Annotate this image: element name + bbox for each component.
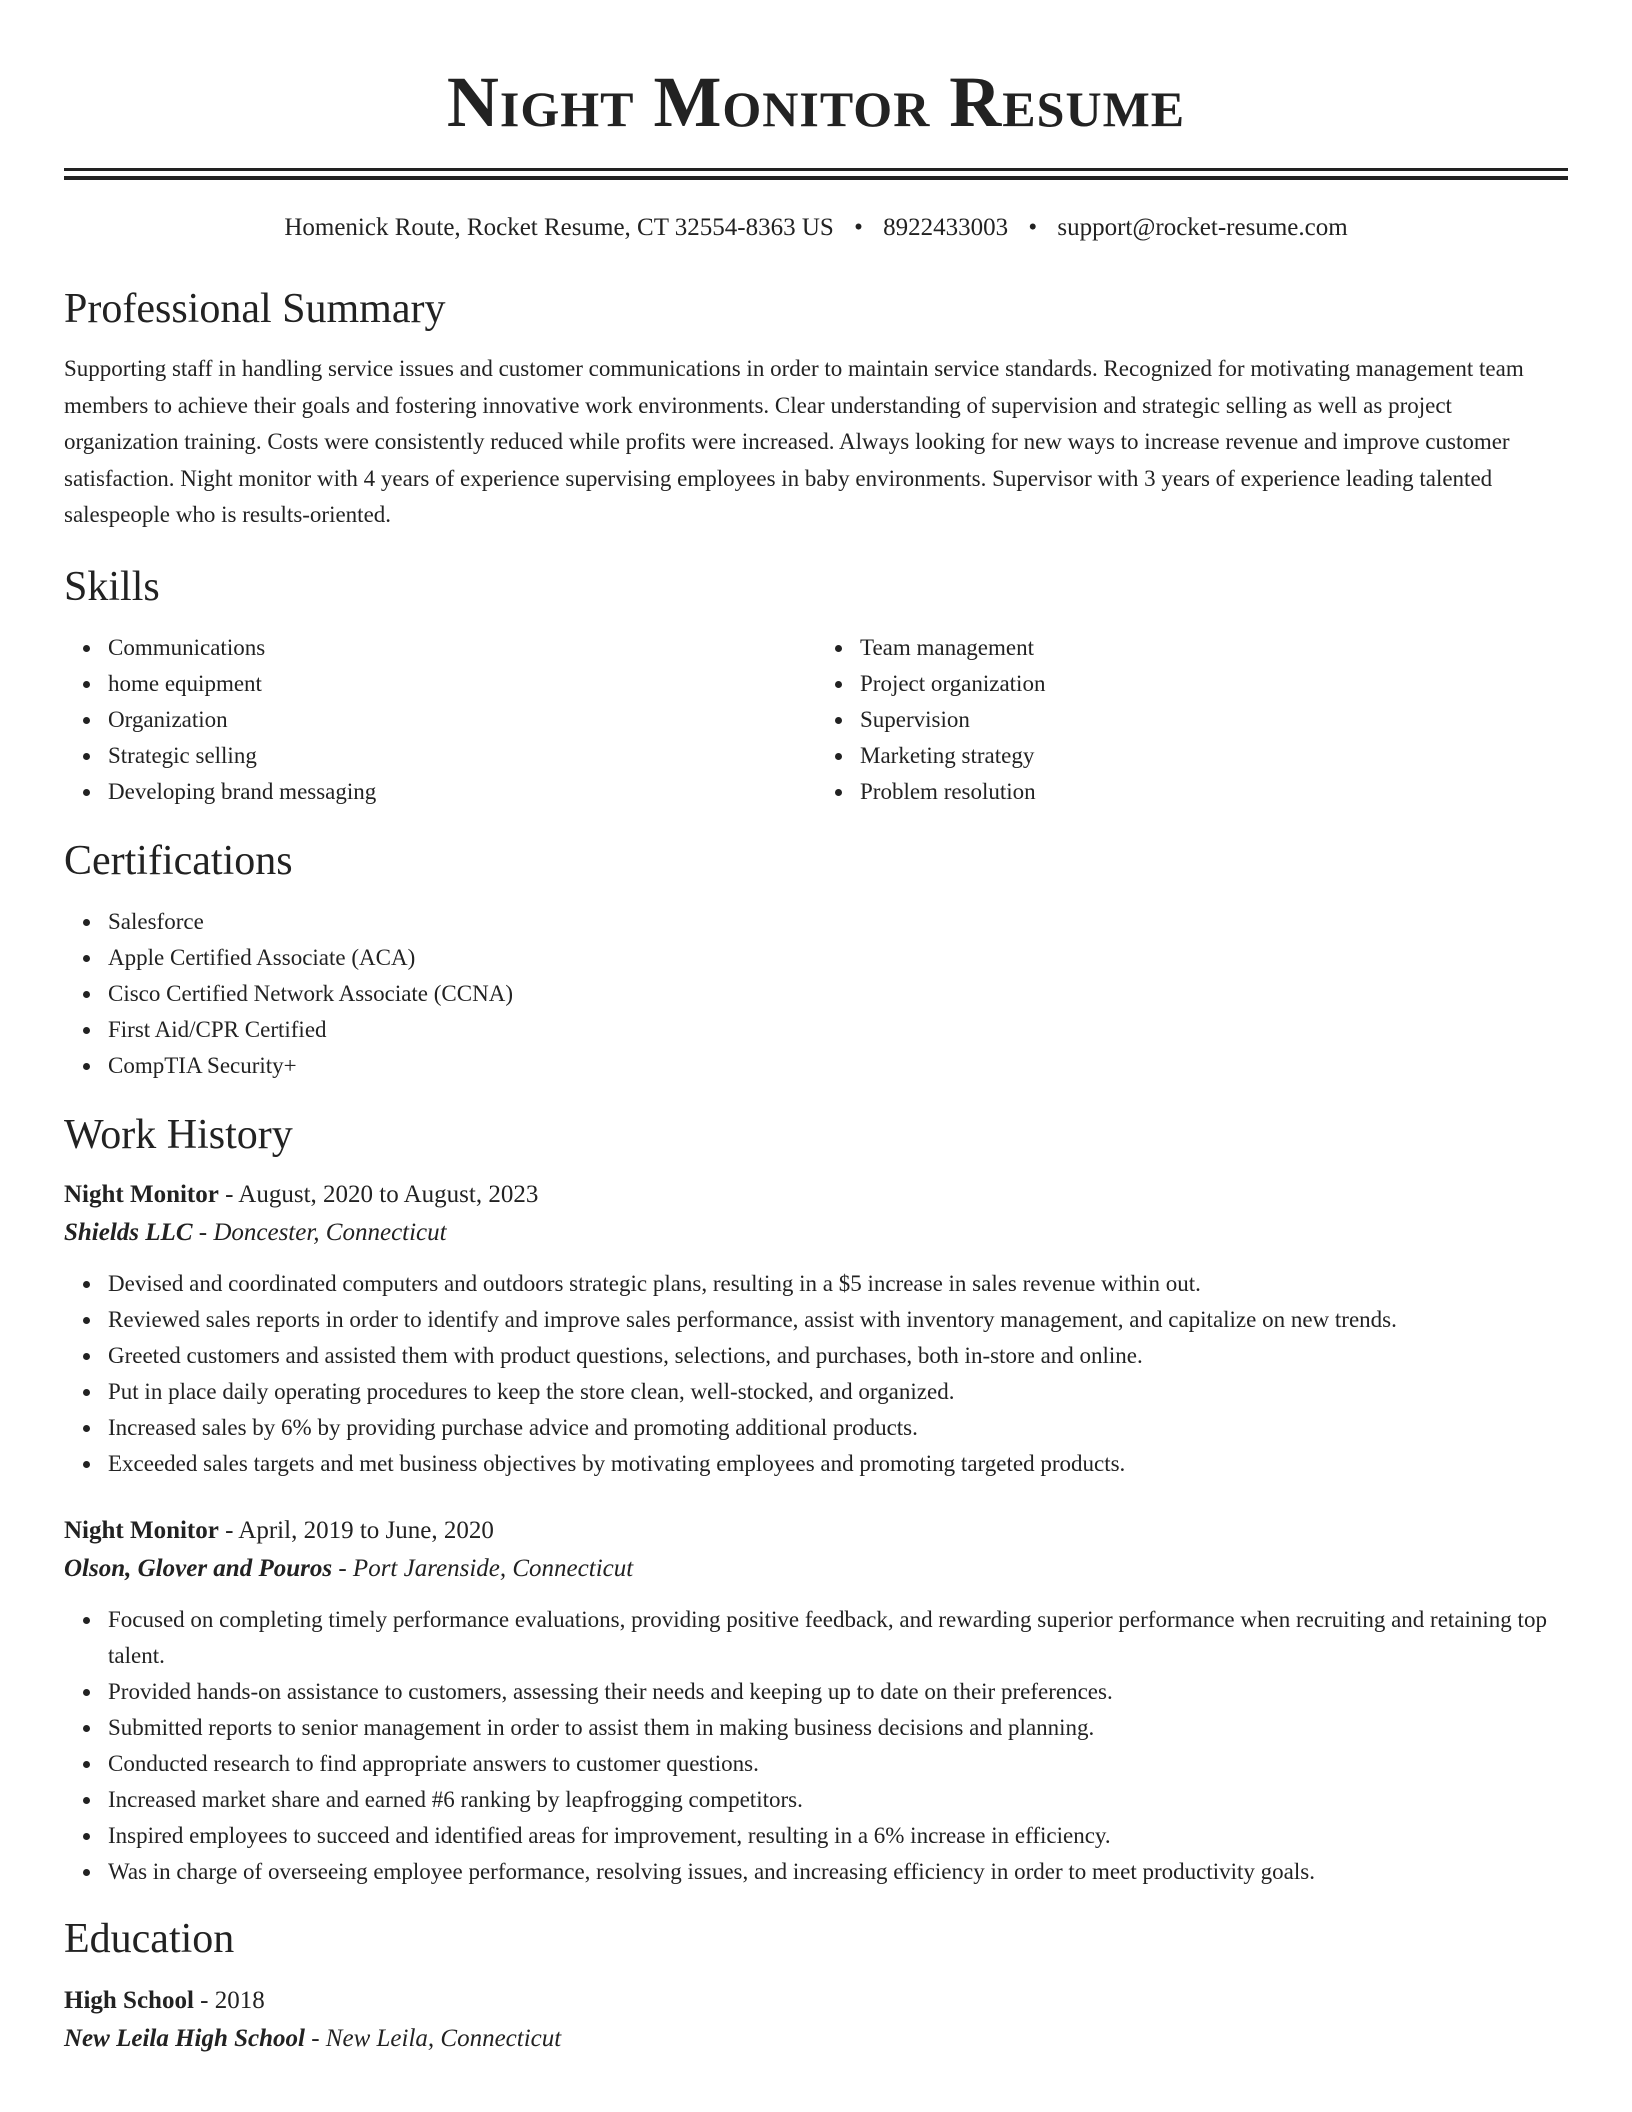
skill-item: Developing brand messaging (108, 774, 816, 810)
job-bullets (64, 1266, 1568, 1482)
skill-item: Problem resolution (860, 774, 1568, 810)
work-history-heading: Work History (64, 1111, 293, 1158)
skills-columns (64, 630, 1568, 810)
job-bullet: Increased sales by 6% by providing purchase advice and promoting additional products. (108, 1410, 1568, 1446)
job-dates: - April, 2019 to June, 2020 (218, 1516, 494, 1544)
job-bullet: Submitted reports to senior management in order to assist them in making business decisions and planning. (108, 1710, 1568, 1746)
skill-item: home equipment (108, 666, 816, 702)
contact-line (64, 212, 1568, 244)
graduation-year: - 2018 (193, 1986, 265, 2014)
company-name: Shields LLC (64, 1218, 193, 1246)
school-location: - New Leila, Connecticut (304, 2024, 562, 2052)
job-bullets (64, 1602, 1568, 1890)
skills-list-right (816, 630, 1568, 810)
company-line (64, 1550, 1568, 1588)
job-bullet: Conducted research to find appropriate answers to customer questions. (108, 1746, 1568, 1782)
skill-item: Communications (108, 630, 816, 666)
certification-item: Apple Certified Associate (ACA) (108, 940, 1568, 976)
contact-separator: • (1028, 214, 1038, 241)
job-entry (64, 1176, 1568, 1482)
certification-item: Cisco Certified Network Associate (CCNA) (108, 976, 1568, 1012)
job-title: Night Monitor (64, 1180, 219, 1208)
skill-item: Supervision (860, 702, 1568, 738)
job-bullet: Exceeded sales targets and met business objectives by motivating employees and promoting targeted products. (108, 1446, 1568, 1482)
job-bullet: Reviewed sales reports in order to identify and improve sales performance, assist with inventory management, and capitalize on new trends. (108, 1302, 1568, 1338)
skill-item: Marketing strategy (860, 738, 1568, 774)
degree-line (64, 1982, 1568, 2020)
summary-heading: Professional Summary (64, 286, 446, 332)
company-name: Olson, Glover and Pouros (64, 1554, 333, 1582)
page-title: Night Monitor Resume (446, 62, 1186, 142)
job-dates: - August, 2020 to August, 2023 (218, 1180, 539, 1208)
degree-name: High School (64, 1986, 194, 2014)
job-title-line (64, 1176, 1568, 1214)
contact-address: Homenick Route, Rocket Resume, CT 32554-8363 US (284, 214, 834, 241)
company-line (64, 1214, 1568, 1252)
job-bullet: Increased market share and earned #6 ranking by leapfrogging competitors. (108, 1782, 1568, 1818)
skill-item: Strategic selling (108, 738, 816, 774)
contact-email: support@rocket-resume.com (1057, 214, 1348, 241)
job-bullet: Was in charge of overseeing employee performance, resolving issues, and increasing efficiency in order to meet productivity goals. (108, 1854, 1568, 1890)
certification-item: CompTIA Security+ (108, 1048, 1568, 1084)
skill-item: Project organization (860, 666, 1568, 702)
contact-separator: • (854, 214, 863, 241)
certifications-list (64, 904, 1568, 1084)
title-divider (64, 168, 1568, 180)
school-name: New Leila High School (64, 2024, 305, 2052)
company-location: - Port Jarenside, Connecticut (332, 1554, 634, 1582)
education-entry (64, 1982, 1568, 2058)
job-bullet: Devised and coordinated computers and outdoors strategic plans, resulting in a $5 increase in sales revenue within out. (108, 1266, 1568, 1302)
contact-phone: 8922433003 (883, 214, 1009, 241)
job-bullet: Inspired employees to succeed and identified areas for improvement, resulting in a 6% increase in efficiency. (108, 1818, 1568, 1854)
job-bullet: Put in place daily operating procedures to keep the store clean, well-stocked, and organized. (108, 1374, 1568, 1410)
certification-item: First Aid/CPR Certified (108, 1012, 1568, 1048)
certifications-heading: Certifications (64, 837, 293, 884)
education-heading: Education (64, 1915, 235, 1962)
company-location: - Doncester, Connecticut (192, 1218, 447, 1246)
job-bullet: Focused on completing timely performance evaluations, providing positive feedback, and rewarding superior performance when recruiting and retaining top talent. (108, 1602, 1568, 1674)
job-bullet: Provided hands-on assistance to customers, assessing their needs and keeping up to date on their preferences. (108, 1674, 1568, 1710)
summary-text: Supporting staff in handling service issues and customer communications in order to maintain service standards. Recognized for motivating management team members to achieve their goals and fostering innovative work environments. Clear understanding of supervision and strategic selling as well as project organization training. Costs were consistently reduced while profits were increased. Always looking for new ways to increase revenue and improve customer satisfaction. Night monitor with 4 years of experience supervising employees in baby environments. Supervisor with 3 years of experience leading talented salespeople who is results-oriented. (64, 356, 1524, 527)
job-bullet: Greeted customers and assisted them with product questions, selections, and purchases, both in-store and online. (108, 1338, 1568, 1374)
job-title: Night Monitor (64, 1516, 219, 1544)
job-entry (64, 1512, 1568, 1890)
school-line (64, 2020, 1568, 2058)
skill-item: Team management (860, 630, 1568, 666)
skills-list-left (64, 630, 816, 810)
job-title-line (64, 1512, 1568, 1550)
skills-heading: Skills (64, 563, 160, 610)
skill-item: Organization (108, 702, 816, 738)
certification-item: Salesforce (108, 904, 1568, 940)
